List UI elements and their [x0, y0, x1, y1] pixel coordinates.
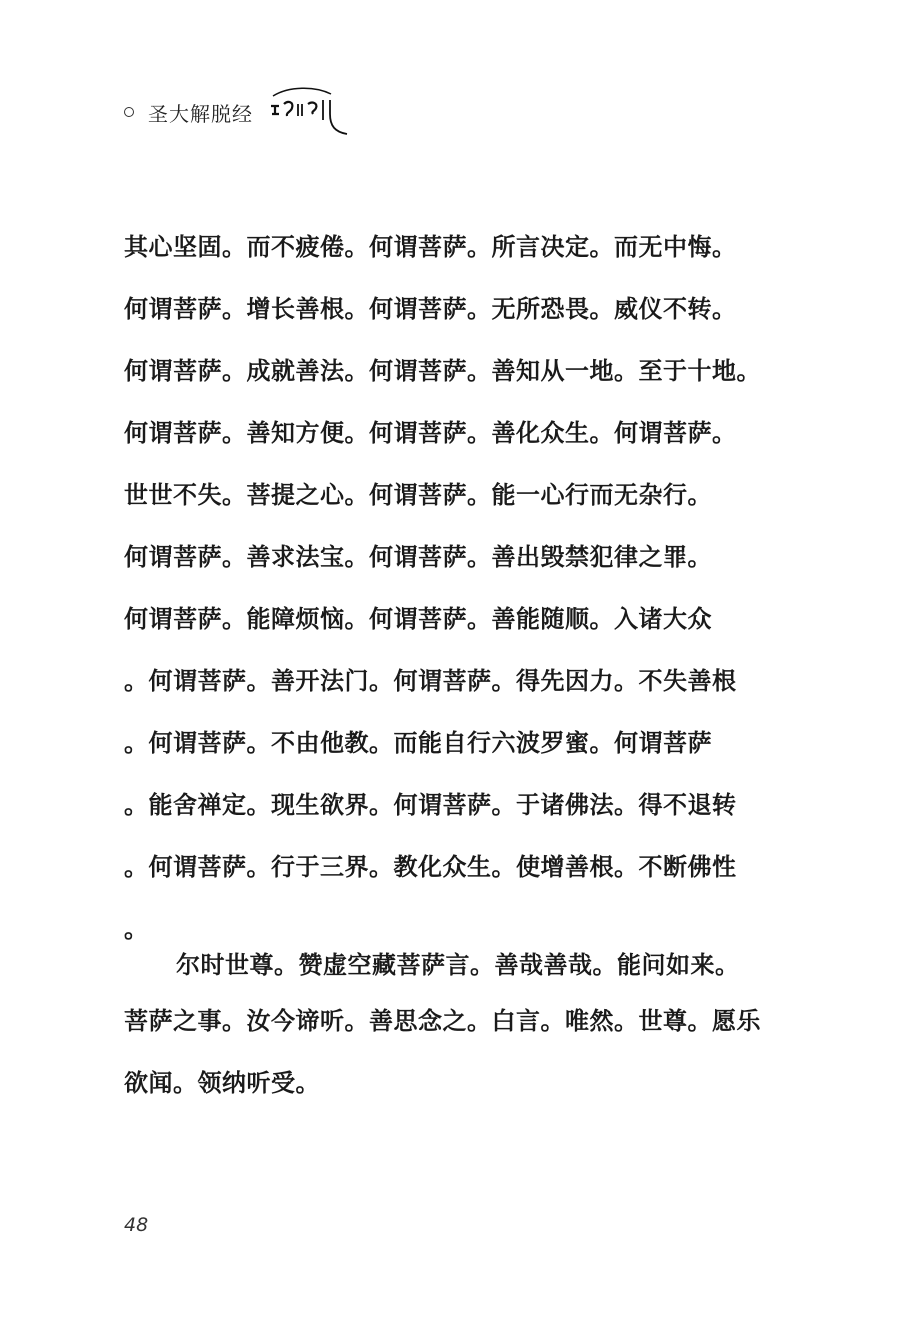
text-line: 。能舍禅定。现生欲界。何谓菩萨。于诸佛法。得不退转: [124, 790, 737, 819]
text-line: 其心坚固。而不疲倦。何谓菩萨。所言决定。而无中悔。: [124, 232, 737, 261]
text-line: 何谓菩萨。增长善根。何谓菩萨。无所恐畏。威仪不转。: [124, 294, 737, 323]
circle-icon: [124, 107, 134, 117]
text-line: 。: [124, 914, 149, 943]
text-line: 。何谓菩萨。善开法门。何谓菩萨。得先因力。不失善根: [124, 666, 737, 695]
running-header: [124, 82, 351, 138]
page-number: 48: [124, 1214, 149, 1236]
text-line: 。何谓菩萨。行于三界。教化众生。使增善根。不断佛性: [124, 852, 737, 881]
tibetan-calligraphy-seal: [267, 82, 351, 138]
text-line: 何谓菩萨。善知方便。何谓菩萨。善化众生。何谓菩萨。: [124, 418, 737, 447]
text-line: 何谓菩萨。善求法宝。何谓菩萨。善出毁禁犯律之罪。: [124, 542, 712, 571]
text-line: 何谓菩萨。成就善法。何谓菩萨。善知从一地。至于十地。: [124, 356, 761, 385]
paragraph-start: 尔时世尊。赞虚空藏菩萨言。善哉善哉。能问如来。: [176, 950, 740, 979]
text-line: 菩萨之事。汝今谛听。善思念之。白言。唯然。世尊。愿乐: [124, 1006, 761, 1035]
scripture-text: [124, 216, 761, 1114]
text-line: 世世不失。菩提之心。何谓菩萨。能一心行而无杂行。: [124, 480, 712, 509]
text-line: 。何谓菩萨。不由他教。而能自行六波罗蜜。何谓菩萨: [124, 728, 712, 757]
text-line: 欲闻。领纳听受。: [124, 1068, 320, 1097]
text-line: 何谓菩萨。能障烦恼。何谓菩萨。善能随顺。入诸大众: [124, 604, 712, 633]
book-title: 圣大解脱经: [148, 101, 253, 126]
